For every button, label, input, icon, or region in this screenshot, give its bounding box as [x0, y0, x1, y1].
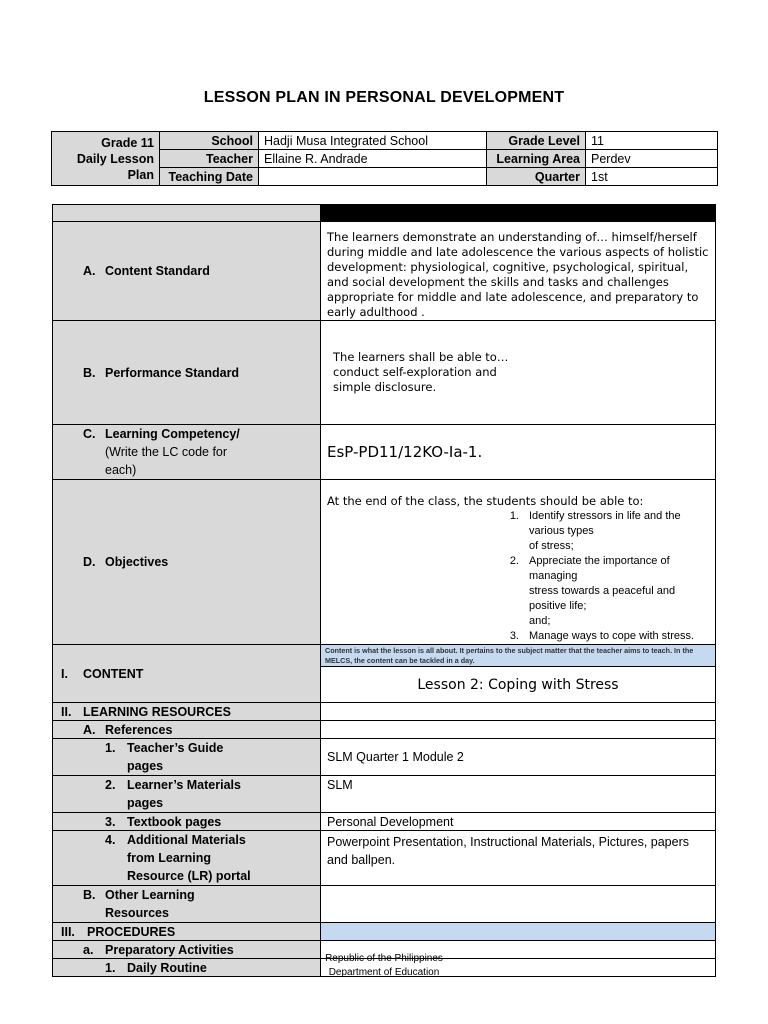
learning-area-label: Learning Area — [487, 150, 586, 168]
content-standard-text: The learners demonstrate an understanding of… himself/herself during middle and late adolescence the various aspects of holistic development: physiological, cognitive, psychological, spiritual, and social development the skills and tasks and challenges appropriate for middle and late adolescence, and preparatory to early adulthood . — [321, 222, 716, 321]
page-title: LESSON PLAN IN PERSONAL DEVELOPMENT — [203, 89, 565, 106]
additional-materials-value: Powerpoint Presentation, Instructional Materials, Pictures, papers and ballpen. — [321, 831, 716, 886]
learners-materials-label — [53, 776, 321, 813]
objective-item — [487, 554, 709, 629]
references-label-text: References — [105, 722, 173, 737]
resource-label-line: Textbook pages — [127, 814, 222, 829]
content-standard-letter: A. — [83, 264, 96, 278]
content-standard-label — [53, 222, 321, 321]
objectives-label — [53, 480, 321, 645]
performance-standard-line: The learners shall be able to… — [333, 350, 509, 364]
learning-resources-label — [53, 703, 321, 721]
objective-line: stress towards a peaceful and positive life; — [529, 585, 676, 612]
objective-line: Identify stressors in life and the various types — [529, 510, 681, 537]
objective-number: 2. — [509, 555, 519, 567]
textbook-label — [53, 813, 321, 831]
preparatory-label-text: Preparatory Activities — [105, 942, 234, 957]
learning-resources-label-text: LEARNING RESOURCES — [83, 704, 231, 719]
grade-cell — [52, 132, 160, 186]
procedures-label-text: PROCEDURES — [87, 924, 176, 939]
references-letter: A. — [83, 722, 96, 737]
learning-competency-letter: C. — [83, 427, 96, 441]
objective-number: 3. — [509, 630, 519, 642]
header-blank-cell — [53, 205, 321, 222]
resource-label-line: Additional Materials — [127, 833, 246, 847]
resource-number: 1. — [105, 741, 116, 755]
resource-label-line: Learner’s Materials — [127, 778, 241, 792]
other-resources-line: Resources — [105, 906, 169, 920]
resource-label-line: Resource (LR) portal — [127, 869, 251, 883]
performance-standard-label-text: Performance Standard — [105, 365, 240, 380]
procedures-value — [321, 923, 716, 941]
learning-competency-line: (Write the LC code for — [105, 445, 228, 459]
other-resources-label — [53, 886, 321, 923]
learning-competency-line: each) — [105, 463, 137, 477]
quarter-label: Quarter — [487, 168, 586, 186]
resource-number: 4. — [105, 833, 116, 847]
objective-item — [487, 509, 709, 554]
footer-deped: Department of Education — [328, 967, 440, 978]
objective-line: and; — [529, 615, 551, 627]
objectives-cell — [321, 480, 716, 645]
grade-line: Grade 11 — [101, 135, 154, 150]
objectives-intro: At the end of the class, the students should be able to: — [327, 494, 644, 508]
learning-area-value: Perdev — [586, 150, 718, 168]
learners-materials-value: SLM — [321, 776, 716, 813]
objective-item — [487, 629, 709, 644]
content-standard-label-text: Content Standard — [105, 264, 210, 278]
performance-standard-text — [321, 321, 716, 425]
learning-resources-roman: II. — [61, 704, 72, 719]
objective-line: Appreciate the importance of managing — [529, 555, 670, 582]
teacher-label: Teacher — [160, 150, 259, 168]
grade-line: Daily Lesson — [76, 151, 154, 166]
procedures-roman: III. — [61, 924, 75, 939]
teacher-value: Ellaine R. Andrade — [259, 150, 487, 168]
resource-label-line: from Learning — [127, 851, 212, 865]
teachers-guide-label — [53, 739, 321, 776]
content-roman: I. — [61, 666, 68, 681]
objective-line: Manage ways to cope with stress. — [529, 630, 695, 642]
content-label-text: CONTENT — [83, 666, 144, 681]
other-resources-line: Other Learning — [105, 888, 195, 902]
performance-standard-label — [53, 321, 321, 425]
content-note: Content is what the lesson is all about. It pertains to the subject matter that the teacher aims to teach. In the MELCS, the content can be tackled in a day. — [321, 645, 716, 667]
resource-number: 3. — [105, 814, 116, 829]
additional-materials-label — [53, 831, 321, 886]
references-label — [53, 721, 321, 739]
lc-code: EsP-PD11/12KO-Ia-1. — [321, 425, 716, 480]
preparatory-letter: a. — [83, 942, 94, 957]
objective-line: of stress; — [529, 540, 574, 552]
grade-line: Plan — [127, 167, 154, 182]
resource-label-line: pages — [127, 759, 164, 773]
resource-number: 2. — [105, 778, 116, 792]
grade-level-label: Grade Level — [487, 132, 586, 150]
procedures-label — [53, 923, 321, 941]
daily-routine-number: 1. — [105, 960, 116, 975]
teaching-date-label: Teaching Date — [160, 168, 259, 186]
other-resources-letter: B. — [83, 888, 96, 902]
lesson-plan-table — [52, 204, 716, 977]
objectives-letter: D. — [83, 555, 96, 569]
teaching-date-value — [259, 168, 487, 186]
quarter-value: 1st — [586, 168, 718, 186]
performance-standard-line: conduct self-exploration and — [333, 365, 497, 379]
header-black-bar — [321, 205, 716, 222]
learning-competency-label — [53, 425, 321, 480]
learning-resources-value — [321, 703, 716, 721]
learning-competency-line: Learning Competency/ — [105, 427, 240, 441]
objectives-list — [327, 509, 709, 644]
school-value: Hadji Musa Integrated School — [259, 132, 487, 150]
resource-label-line: Teacher’s Guide — [127, 741, 224, 755]
objectives-label-text: Objectives — [105, 555, 169, 569]
performance-standard-letter: B. — [83, 365, 96, 380]
textbook-value: Personal Development — [321, 813, 716, 831]
daily-routine-label-text: Daily Routine — [127, 960, 207, 975]
grade-level-value: 11 — [586, 132, 718, 150]
teachers-guide-value: SLM Quarter 1 Module 2 — [321, 739, 716, 776]
other-resources-value — [321, 886, 716, 923]
footer-republic: Republic of the Philippines — [325, 953, 443, 964]
references-value — [321, 721, 716, 739]
resource-label-line: pages — [127, 796, 164, 810]
objective-number: 1. — [509, 510, 519, 522]
school-label: School — [160, 132, 259, 150]
lesson-title: Lesson 2: Coping with Stress — [321, 667, 716, 703]
content-label — [53, 645, 321, 703]
header-table — [51, 131, 718, 186]
performance-standard-line: simple disclosure. — [333, 380, 437, 394]
